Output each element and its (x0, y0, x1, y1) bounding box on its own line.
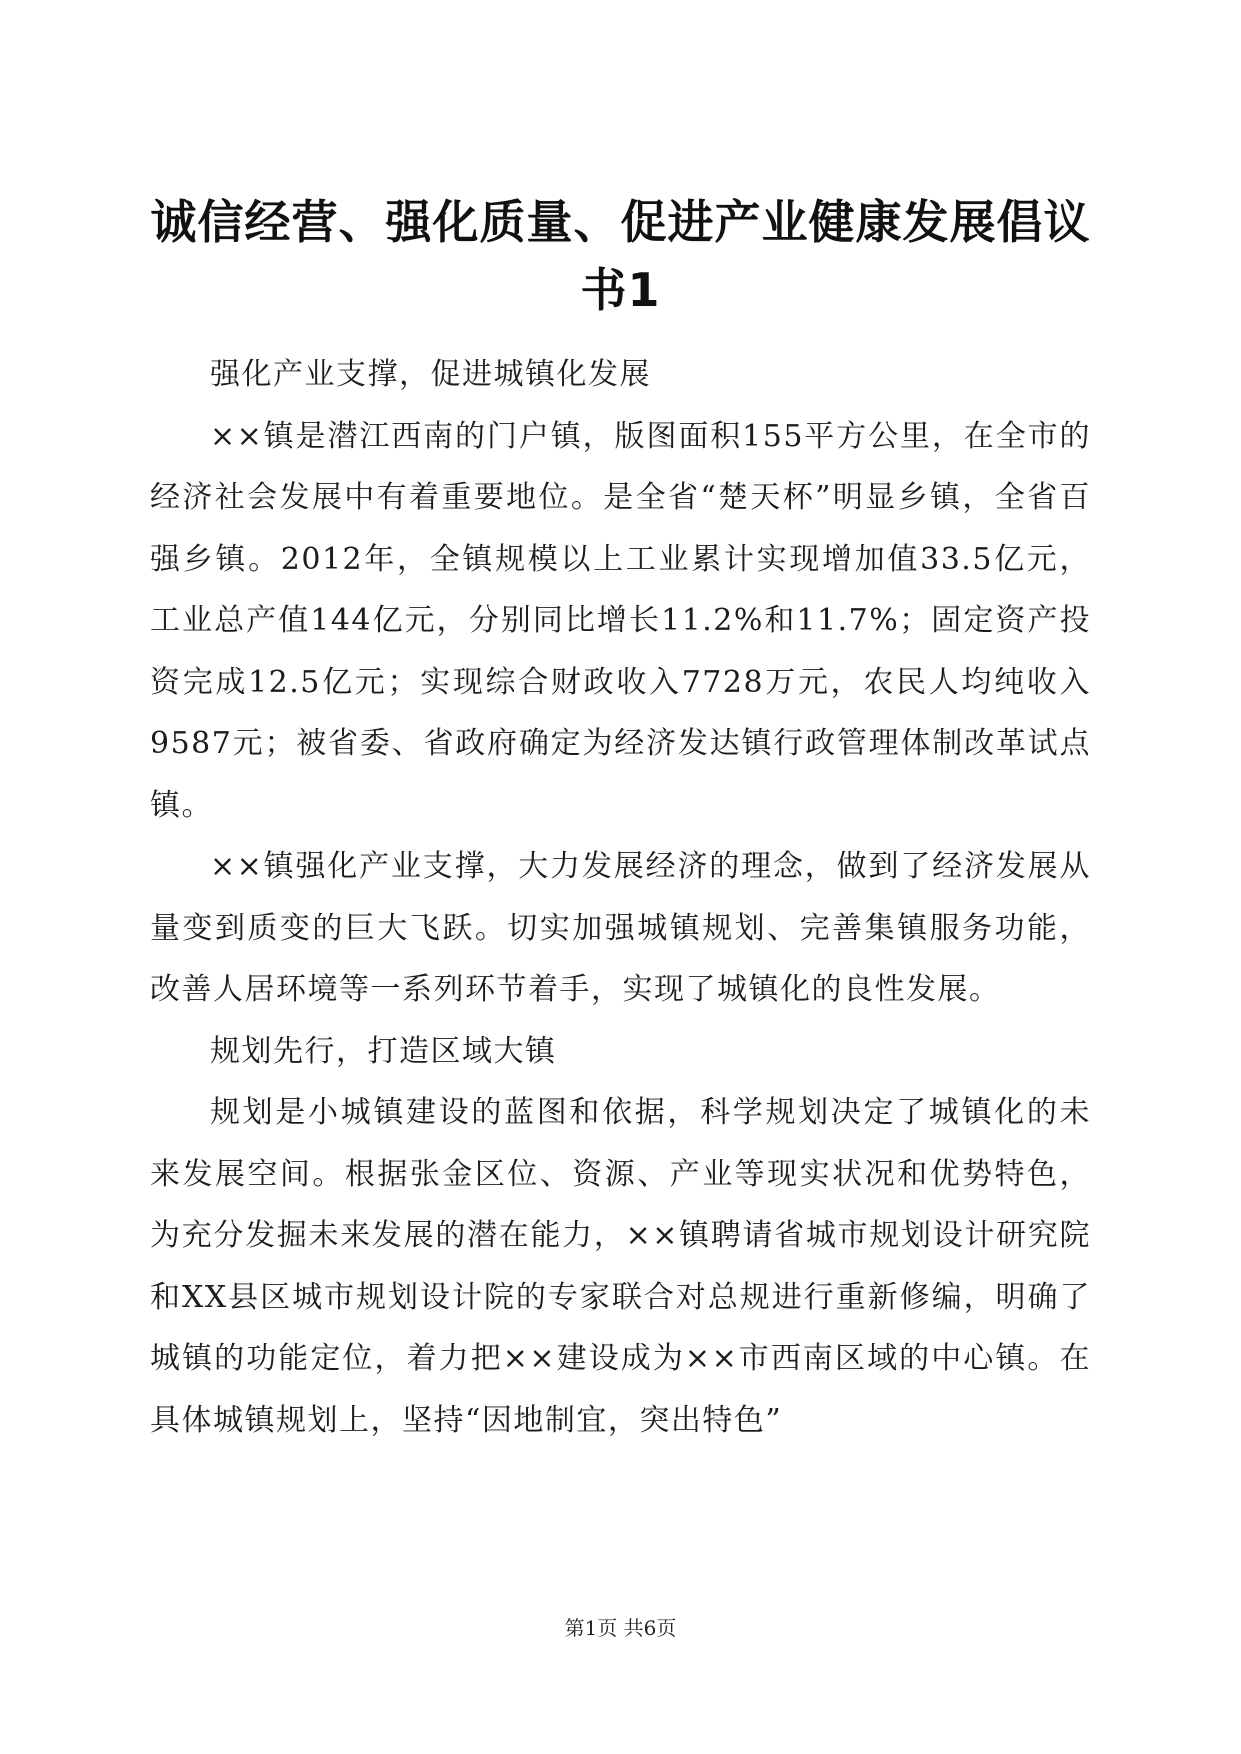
section-heading-planning: 规划先行，打造区域大镇 (210, 1033, 557, 1069)
paragraph-planning: 规划是小城镇建设的蓝图和依据，科学规划决定了城镇化的未来发展空间。根据张金区位、资源、产业等现实状况和优势特色，为充分发掘未来发展的潜在能力，××镇聘请省城市规划设计研究院和XX县区城市规划设计院的专家联合对总规进行重新修编，明确了城镇的功能定位，着力把××建设成为××市西南区域的中心镇。在具体城镇规划上，坚持“因地制宜，突出特色” (150, 1095, 1091, 1438)
document-body (150, 344, 1091, 1451)
document-title: 诚信经营、强化质量、促进产业健康发展倡议书1 (150, 195, 1091, 317)
page-number-footer: 第1页 共6页 (564, 1616, 677, 1640)
paragraph-industry-support: ××镇强化产业支撑，大力发展经济的理念，做到了经济发展从量变到质变的巨大飞跃。切实加强城镇规划、完善集镇服务功能，改善人居环境等一系列环节着手，实现了城镇化的良性发展。 (150, 849, 1091, 1007)
paragraph-town-overview: ××镇是潜江西南的门户镇，版图面积155平方公里，在全市的经济社会发展中有着重要地位。是全省“楚天杯”明显乡镇，全省百强乡镇。2012年，全镇规模以上工业累计实现增加值33.5亿元，工业总产值144亿元，分别同比增长11.2%和11.7%；固定资产投资完成12.5亿元；实现综合财政收入7728万元，农民人均纯收入9587元；被省委、省政府确定为经济发达镇行政管理体制改革试点镇。 (150, 418, 1091, 823)
section-heading-industry: 强化产业支撑，促进城镇化发展 (210, 357, 651, 392)
